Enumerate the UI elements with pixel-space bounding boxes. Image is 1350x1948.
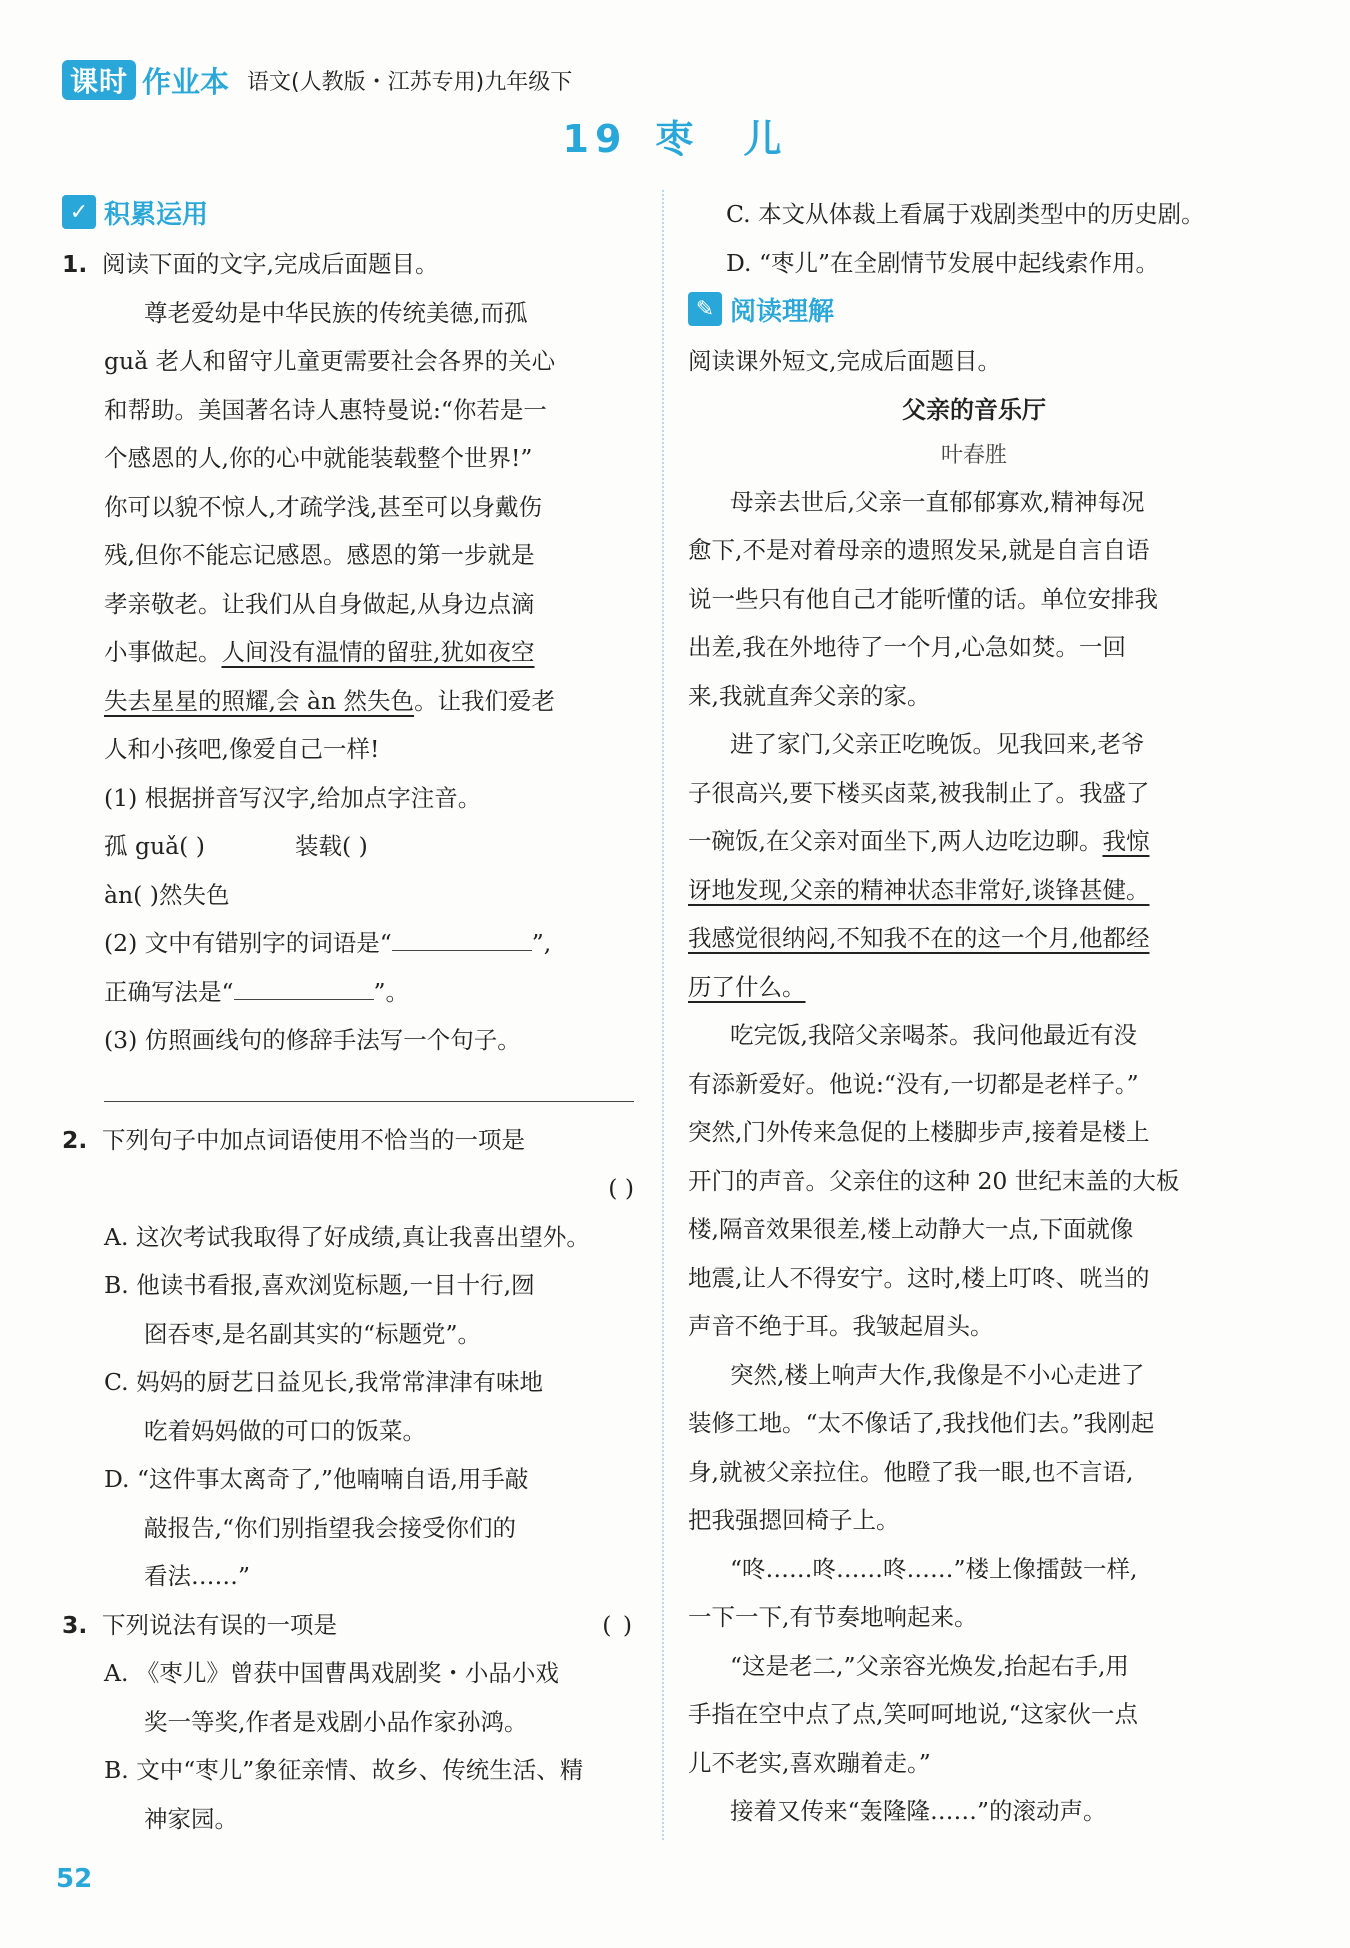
option-a: A. 《枣儿》曾获中国曹禺戏剧奖・小品小戏: [104, 1659, 559, 1687]
sub-question-2-correct: 正确写法是“ ”。: [62, 968, 634, 1017]
story-line: 吃完饭,我陪父亲喝茶。我问他最近有没: [730, 1021, 1137, 1049]
answer-blank[interactable]: [392, 924, 532, 951]
story-line: “咚……咚……咚……”楼上像擂鼓一样,: [730, 1554, 1138, 1583]
option-b-cont: 神家园。: [144, 1804, 238, 1833]
story-line: 出差,我在外地待了一个月,心急如焚。一回: [688, 633, 1126, 661]
story-line: 进了家门,父亲正吃晚饭。见我回来,老爷: [730, 730, 1145, 758]
story-line: 突然,楼上响声大作,我像是不小心走进了: [730, 1360, 1145, 1389]
story-line: 儿不老实,喜欢蹦着走。”: [688, 1748, 931, 1777]
passage-line: 残,但你不能忘记感恩。感恩的第一步就是: [104, 541, 535, 569]
sub-question-2: (2) 文中有错别字的词语是“ ”,: [62, 919, 634, 968]
story-line: 声音不绝于耳。我皱起眉头。: [688, 1312, 994, 1340]
story-body: [688, 478, 1260, 1836]
passage-line: guǎ 老人和留守儿童更需要社会各界的关心: [104, 347, 556, 375]
answer-line[interactable]: [104, 1065, 634, 1102]
story-line: 一下一下,有节奏地响起来。: [688, 1603, 978, 1631]
brand-name: 作业本: [142, 64, 230, 99]
passage-line: 孝亲敬老。让我们从自身做起,从身边点滴: [104, 589, 535, 618]
question-3-answer-paren[interactable]: ( ): [602, 1610, 634, 1639]
passage-line: 人和小孩吧,像爱自己一样!: [104, 735, 380, 763]
story-line: 把我强摁回椅子上。: [688, 1506, 900, 1534]
story-line: 愈下,不是对着母亲的遗照发呆,就是自言自语: [688, 536, 1150, 564]
column-divider: [662, 190, 664, 1840]
option-d-cont: 敲报告,“你们别指望我会接受你们的: [144, 1513, 516, 1542]
underlined-sentence: 失去星星的照耀,会 àn 然失色: [104, 686, 415, 715]
sub-question-1: (1) 根据拼音写汉字,给加点字注音。: [104, 783, 482, 812]
passage-line: 尊老爱幼是中华民族的传统美德,而孤: [144, 298, 528, 327]
story-line: [688, 963, 1260, 1012]
story-line: 地震,让人不得安宁。这时,楼上叮咚、咣当的: [688, 1263, 1150, 1292]
check-icon: ✓: [62, 195, 96, 229]
story-line: 子很高兴,要下楼买卤菜,被我制止了。我盛了: [688, 778, 1150, 807]
section-title: 积累运用: [104, 199, 209, 230]
passage-line: 小事做起。人间没有温情的留驻,犹如夜空: [104, 638, 535, 666]
lesson-number: 19: [562, 117, 628, 161]
passage-line: 失去星星的照耀,会 àn 然失色。让我们爱老: [104, 686, 556, 715]
option-c: C. 妈妈的厨艺日益见长,我常常津津有味地: [104, 1368, 544, 1396]
underlined-sentence: 历了什么。: [688, 972, 806, 1001]
story-line: 母亲去世后,父亲一直郁郁寡欢,精神每况: [730, 487, 1145, 516]
underlined-sentence: 人间没有温情的留驻,犹如夜空: [221, 638, 535, 666]
option-a-cont: 奖一等奖,作者是戏剧小品作家孙鸿。: [144, 1707, 528, 1736]
brand-logo: 课时: [62, 60, 136, 100]
lesson-title-char-1: 枣: [655, 117, 700, 161]
passage-line: 和帮助。美国著名诗人惠特曼说:“你若是一: [104, 395, 547, 424]
story-title: 父亲的音乐厅: [902, 395, 1046, 424]
passage-line: 个感恩的人,你的心中就能装载整个世界!”: [104, 444, 533, 472]
option-b: B. 他读书看报,喜欢浏览标题,一目十行,囫: [104, 1271, 535, 1299]
left-column: [62, 190, 634, 1843]
question-3-prompt: 3. 下列说法有误的一项是 ( ): [62, 1601, 634, 1650]
lesson-title: [0, 108, 1350, 163]
sub-question-1-blanks: 孤 guǎ( ) 装载( ): [104, 832, 368, 860]
story-line: 突然,门外传来急促的上楼脚步声,接着是楼上: [688, 1118, 1150, 1146]
story-line: 楼,隔音效果很差,楼上动静大一点,下面就像: [688, 1215, 1134, 1243]
story-line: 有添新爱好。他说:“没有,一切都是老样子。”: [688, 1069, 1139, 1098]
book-subtitle: 语文(人教版・江苏专用)九年级下: [247, 69, 573, 95]
story-line: 装修工地。“太不像话了,我找他们去。”我刚起: [688, 1409, 1155, 1437]
story-line: 开门的声音。父亲住的这种 20 世纪末盖的大板: [688, 1166, 1180, 1195]
right-column: [688, 190, 1260, 1836]
story-line: 手指在空中点了点,笑呵呵地说,“这家伙一点: [688, 1700, 1138, 1728]
story-line: 身,就被父亲拉住。他瞪了我一眼,也不言语,: [688, 1457, 1134, 1486]
option-b: B. 文中“枣儿”象征亲情、故乡、传统生活、精: [104, 1756, 584, 1784]
sub-question-1-blank-3: àn( )然失色: [104, 880, 230, 909]
story-line: 接着又传来“轰隆隆……”的滚动声。: [730, 1797, 1107, 1825]
option-c-cont: 吃着妈妈做的可口的饭菜。: [144, 1416, 426, 1445]
question-2-prompt: 2. 下列句子中加点词语使用不恰当的一项是: [62, 1125, 525, 1154]
story-line: 说一些只有他自己才能听懂的话。单位安排我: [688, 584, 1158, 613]
header: [62, 58, 572, 102]
option-d: D. “这件事太离奇了,”他喃喃自语,用手敲: [104, 1465, 529, 1493]
question-1-prompt: 1. 阅读下面的文字,完成后面题目。: [62, 250, 439, 278]
underlined-sentence: 我感觉很纳闷,不知我不在的这一个月,他都经: [688, 924, 1150, 952]
pencil-icon: ✎: [688, 292, 722, 326]
option-b-cont: 囵吞枣,是名副其实的“标题党”。: [144, 1319, 481, 1348]
story-author: 叶春胜: [940, 442, 1007, 468]
answer-blank[interactable]: [234, 973, 374, 1000]
section-title: 阅读理解: [730, 296, 835, 327]
lesson-title-char-2: 儿: [743, 117, 788, 161]
question-2-answer-paren[interactable]: ( ): [608, 1174, 634, 1202]
option-d-cont: 看法……”: [144, 1562, 251, 1590]
story-line: “这是老二,”父亲容光焕发,抬起右手,用: [730, 1651, 1129, 1680]
story-line: 来,我就直奔父亲的家。: [688, 681, 931, 710]
sub-question-3: (3) 仿照画线句的修辞手法写一个句子。: [104, 1026, 521, 1054]
section-header-accumulate: [62, 190, 634, 234]
option-c: C. 本文从体裁上看属于戏剧类型中的历史剧。: [726, 200, 1205, 228]
underlined-sentence: 我惊: [1102, 827, 1150, 855]
underlined-sentence: 讶地发现,父亲的精神状态非常好,谈锋甚健。: [688, 875, 1150, 904]
option-d: D. “枣儿”在全剧情节发展中起线索作用。: [726, 248, 1159, 277]
option-a: A. 这次考试我取得了好成绩,真让我喜出望外。: [104, 1222, 590, 1251]
page-number: 52: [56, 1864, 93, 1894]
story-line: 一碗饭,在父亲对面坐下,两人边吃边聊。我惊: [688, 827, 1150, 855]
question-1-passage: [62, 289, 634, 774]
reading-intro: 阅读课外短文,完成后面题目。: [688, 347, 1001, 375]
section-header-reading: [688, 287, 1260, 331]
passage-line: 你可以貌不惊人,才疏学浅,甚至可以身戴伤: [104, 492, 542, 521]
